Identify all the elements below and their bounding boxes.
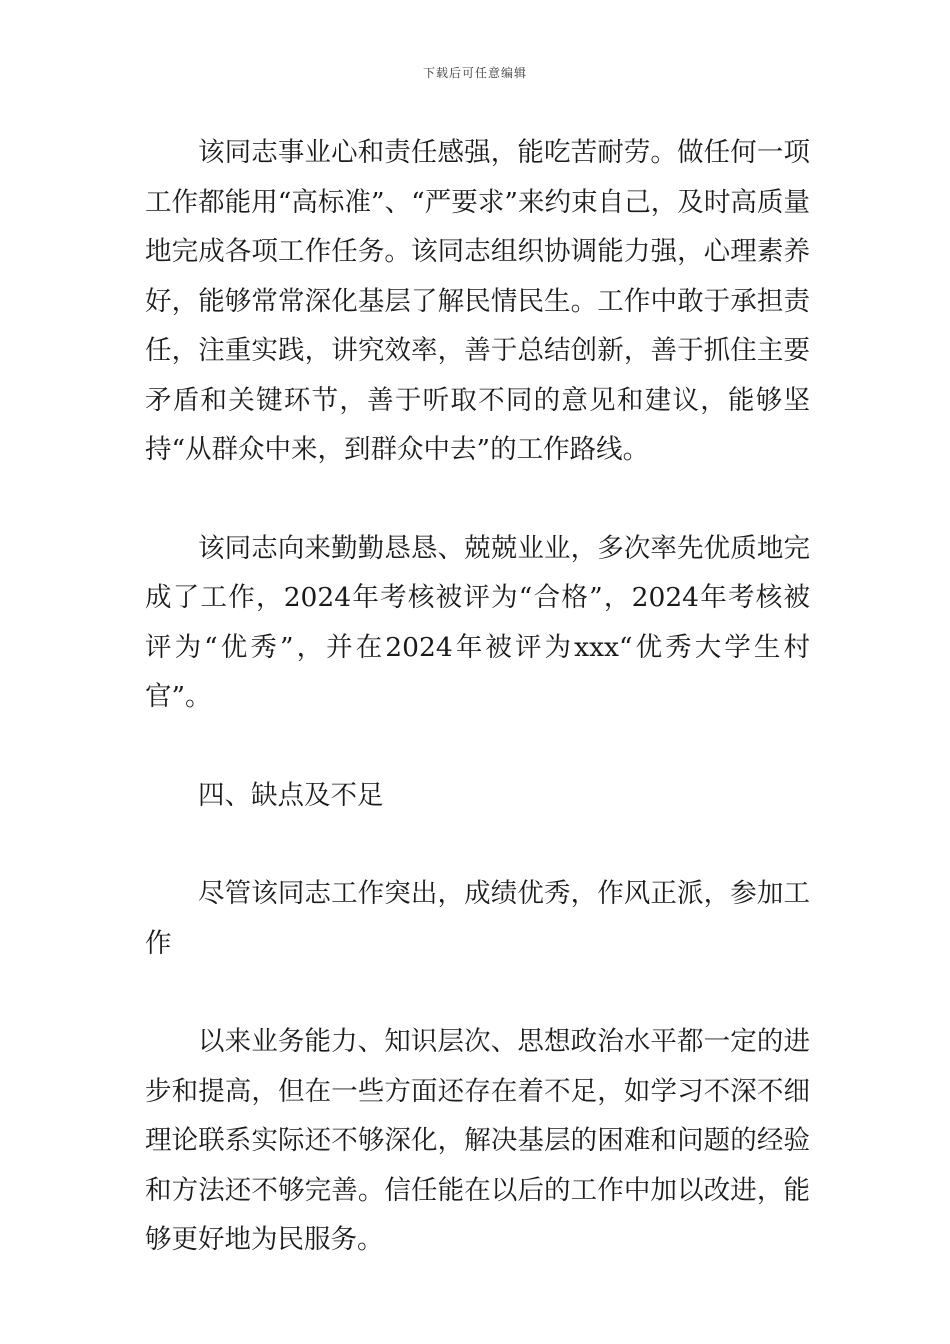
paragraph-achievements: 该同志向来勤勤恳恳、兢兢业业，多次率先优质地完成了工作，2024年考核被评为“合格”，2024年考核被评为“优秀”，并在2024年被评为xxx“优秀大学生村官”。 <box>145 532 810 712</box>
page-header-note: 下载后可任意编辑 <box>422 66 527 80</box>
document-body <box>145 128 810 1265</box>
paragraph-shortcomings-detail: 以来业务能力、知识层次、思想政治水平都一定的进步和提高，但在一些方面还存在着不足，如学习不深不细理论联系实际还不够深化，解决基层的困难和问题的经验和方法还不够完善。信任能在以后的工作中加以改进，能够更好地为民服务。 <box>145 1026 810 1255</box>
paragraph-evaluation: 该同志事业心和责任感强，能吃苦耐劳。做任何一项工作都能用“高标准”、“严要求”来约束自己，及时高质量地完成各项工作任务。该同志组织协调能力强，心理素养好，能够常常深化基层了解民情民生。工作中敢于承担责任，注重实践，讲究效率，善于总结创新，善于抓住主要矛盾和关键环节，善于听取不同的意见和建议，能够坚持“从群众中来，到群众中去”的工作路线。 <box>145 137 810 465</box>
paragraph-shortcomings-intro: 尽管该同志工作突出，成绩优秀，作风正派，参加工作 <box>145 878 810 959</box>
section-heading-shortcomings: 四、缺点及不足 <box>198 779 384 811</box>
